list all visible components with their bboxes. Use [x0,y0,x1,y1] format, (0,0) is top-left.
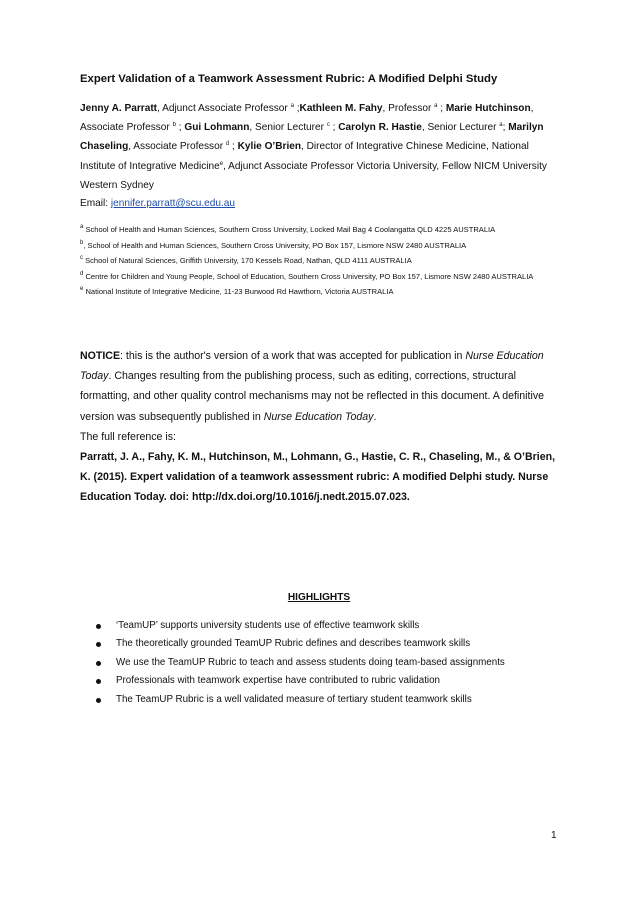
author-name: Jenny A. Parratt [80,103,158,114]
email-link[interactable]: jennifer.parratt@scu.edu.au [110,198,236,209]
affiliation-item [80,286,564,299]
affiliation-marker: c [326,122,330,129]
affiliation-item [80,255,564,268]
affiliation-marker: d [225,141,230,148]
author-name: Kathleen M. Fahy [299,103,383,114]
reference-text: Parratt, J. A., Fahy, K. M., Hutchinson, M., Lohmann, G., Hastie, C. R., Chaseling, M., & O’Brien, K. (2015). Expert validation of a teamwork assessment rubric: A modified Delphi study. Nurse Education Today. doi: http://dx.doi.org/10.1016/j.nedt.2015.07.023. [80,451,556,504]
affiliation-marker: c [80,255,83,262]
notice-text: . Changes resulting from the publishing process, such as editing, corrections, structural formatting, and other quality control mechanisms may not be reflected in this document. A definitive version was subsequently published in [80,370,545,423]
author-role: , Senior Lecturer [249,122,327,134]
bullet-icon [96,642,101,647]
list-item [96,691,566,709]
author-role: , Director of Integrative Chinese Medicine, National Institute of Integrative Medicine [80,141,529,172]
author-name: Marie Hutchinson [445,103,531,114]
contact-email [80,196,564,212]
paper-title: Expert Validation of a Teamwork Assessment Rubric: A Modified Delphi Study [80,73,498,85]
author-role: , Adjunct Associate Professor [157,103,291,114]
author-name: Carolyn R. Hastie [338,122,422,134]
affiliation-marker: b [172,122,176,129]
affiliation-marker: a [290,103,294,109]
affiliation-marker: b [80,239,84,246]
author-list: Jenny A. Parratt, Adjunct Associate Professor $^a$ ;Kathleen M. Fahy, Professor $^a$ ; Marie Hutchinson, Associate Professor $^b$ ; Gui Lohmann, Senior Lecturer $^c$ ; Carolyn R. Hastie, Senior Lecturer $^a$; Marilyn Chaseling, Associate Professor $^d$ ; Kylie O’Brien, Director of Integrative Chinese Medicine, National Institute of Integrative Medicine$^e$, Adjunct Associate Professor Victoria University, Fellow NICM University Western Sydney [80,103,547,191]
highlight-text: ‘TeamUP’ supports university students use of effective teamwork skills [116,620,420,631]
highlight-text: The theoretically grounded TeamUP Rubric defines and describes teamwork skills [116,638,471,650]
affiliation-marker: a [499,122,503,129]
notice-label: NOTICE [80,350,121,362]
affiliation-item [80,240,564,253]
affiliation-text: Centre for Children and Young People, School of Education, Southern Cross University, PO Box 157, Lismore NSW 2480 AUSTRALIA [83,271,534,281]
affiliation-text: , School of Health and Human Sciences, Southern Cross University, PO Box 157, Lismore NSW 2480 AUSTRALIA [83,240,467,250]
bullet-icon [96,624,101,629]
bullet-icon [96,698,101,703]
author-role: , Associate Professor [80,103,534,134]
affiliation-marker: e [80,286,84,293]
notice-paragraph [80,346,564,427]
affiliation-marker: a [434,103,438,109]
affiliation-text: School of Health and Human Sciences, Southern Cross University, Locked Mail Bag 4 Coolangatta QLD 4225 AUSTRALIA [83,225,496,234]
highlights-list [96,617,566,709]
email-label: Email: [80,198,111,209]
bullet-icon [96,661,101,666]
list-item [96,617,566,635]
author-name: Kylie O’Brien [237,141,302,153]
author-role: , Adjunct Associate Professor Victoria University, Fellow NICM University Western Sydney [80,160,547,191]
bullet-icon [96,679,101,684]
notice-block [80,346,564,508]
affiliation-item [80,224,564,237]
author-name: Marilyn Chaseling [80,122,544,153]
list-item [96,635,566,653]
full-reference [80,447,564,508]
author-name: Gui Lohmann [184,122,250,134]
journal-name: Nurse Education Today [80,350,544,383]
journal-name: Nurse Education Today [263,410,374,423]
highlight-text: The TeamUP Rubric is a well validated measure of tertiary student teamwork skills [116,693,472,705]
highlights-heading: HIGHLIGHTS [287,592,351,603]
affiliation-marker: d [80,270,84,277]
author-role: , Professor [382,103,435,114]
notice-text: . [373,410,377,423]
page-number: 1 [551,830,557,841]
affiliation-text: School of Natural Sciences, Griffith University, 170 Kessels Road, Nathan, QLD 4111 AUSTRALIA [83,256,412,266]
reference-intro: The full reference is: [80,430,176,443]
affiliation-marker: e [219,160,224,167]
author-role: , Associate Professor [128,141,226,153]
affiliation-marker: a [80,224,84,230]
author-role: , Senior Lecturer [421,122,500,134]
notice-text: : this is the author's version of a work that was accepted for publication in [120,350,466,362]
affiliation-text: National Institute of Integrative Medicine, 11-23 Burwood Rd Hawthorn, Victoria AUSTRALIA [83,287,394,297]
list-item [96,672,566,690]
affiliation-item [80,271,564,284]
highlight-text: We use the TeamUP Rubric to teach and assess students doing team-based assignments [116,656,505,668]
affiliations [80,224,564,302]
highlight-text: Professionals with teamwork expertise have contributed to rubric validation [116,675,441,687]
list-item [96,654,566,672]
